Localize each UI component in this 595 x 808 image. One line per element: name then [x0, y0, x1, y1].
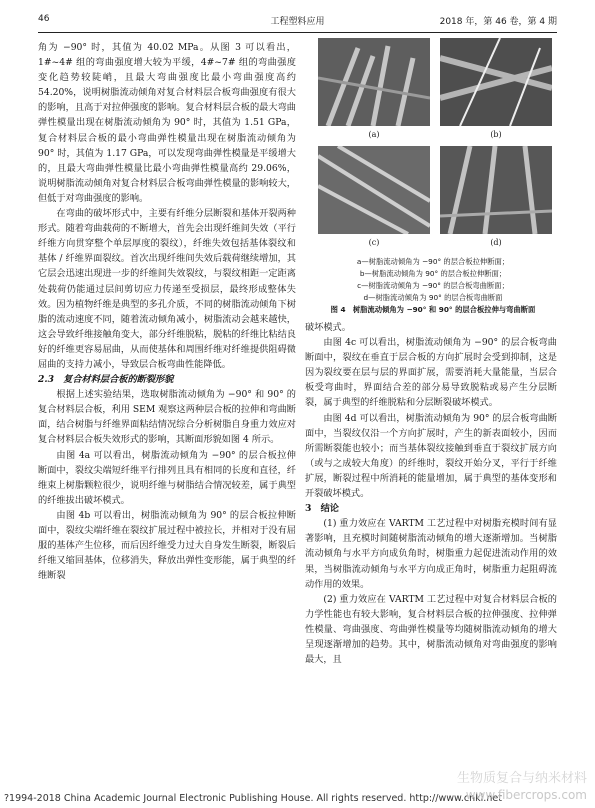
volume-issue: 2018 年，第 46 卷，第 4 期 — [439, 17, 557, 27]
legend-item-c: c—树脂流动倾角为 −90° 的层合板弯曲断面； — [357, 281, 509, 290]
panel-label-b: (b) — [490, 130, 502, 139]
header-rule — [38, 32, 557, 33]
paragraph: (1) 重力效应在 VARTM 工艺过程中对树脂充模时间有显著影响，且充模时间随树脂流动倾角的增大逐渐增加。当树脂流动倾角与水平方向成负角时，树脂重力起促进流动作用的效果，当树脂流动倾角与水平方向成正角时，树脂重力起阻碍流动作用的效果。 — [305, 518, 557, 590]
panel-label-c: (c) — [368, 238, 380, 247]
right-column — [305, 320, 557, 667]
panel-label-d: (d) — [490, 238, 502, 247]
legend-item-d: d—树脂流动倾角为 90° 的层合板弯曲断面 — [363, 293, 503, 302]
copyright-footer: ?1994-2018 China Academic Journal Electronic Publishing House. All rights reserved. http://www.cnki.net — [4, 793, 502, 804]
watermark-text: 生物质复合与纳米材料 — [456, 771, 587, 786]
legend-item-a: a—树脂流动倾角为 −90° 的层合板拉伸断面； — [356, 257, 510, 266]
paragraph: (2) 重力效应在 VARTM 工艺过程中对复合材料层合板的力学性能也有较大影响，复合材料层合板的拉伸强度、拉伸弹性模量、弯曲强度、弯曲弹性模量等均随树脂流动倾角的增大呈现逐渐增加的趋势。其中，树脂流动倾角对弯曲强度的影响最大，且 — [305, 593, 557, 666]
sem-image-b — [440, 38, 552, 126]
paragraph: 根据上述实验结果，选取树脂流动倾角为 −90° 和 90° 的复合材料层合板，利用 SEM 观察这两种层合板的拉伸和弯曲断面，结合树脂与纤维界面粘结情况综合分析树脂自身重力效应对复合材料层合板失效形式的影响，其断面形貌如图 4 所示。 — [38, 389, 296, 446]
figure-legend — [310, 256, 556, 316]
left-column — [38, 40, 296, 583]
paragraph: 在弯曲的破坏形式中，主要有纤维分层断裂和基体开裂两种形式。随着弯曲载荷的不断增大，首先会出现纤维间失效（平行纤维方向贯穿整个单层厚度的裂纹），纤维失效包括基体裂纹和基体 / 纤维界面裂纹。首次出现纤维间失效后载荷继续增加，其它层会迅速出现进一步的纤维间失效裂纹，与裂纹相距一定距离处载荷仍能通过层间剪切应力传递至受损层，最终形成整体失效。因为植物纤维是典型的多孔介质，不同的树脂流动倾角下树脂的流动速度不同，随着流动倾角减小，树脂流动会越来越快，这会导致纤维接触角变大，部分纤维脱粘，脱粘的纤维比粘结良好的纤维更容易屈曲，从而使基体和周围纤维对纤维提供阻碍微屈曲的支持力减小，导致层合板弯曲性能降低。 — [38, 208, 296, 370]
paragraph: 破坏模式。 — [305, 322, 351, 333]
paragraph: 角为 −90° 时，其值为 40.02 MPa。从图 3 可以看出，1#~4# 组的弯曲强度增大较为平缓，4#~7# 组的弯曲强度变化趋势较陡峭，且最大弯曲强度比最小弯曲强度高约 54.20%，说明树脂流动倾角对复合材料层合板弯曲强度有很大的影响，且高于对拉伸强度的影响。复合材料层合板的最大弯曲弹性模量出现在树脂流动倾角为 90° 时，其值为 1.51 GPa，复合材料层合板的最小弯曲弹性模量出现在树脂流动倾角为 90° 时，其值为 1.17 GPa，可以发现弯曲弹性模量是平缓增大的，且最大弯曲弹性模量比最小弯曲弹性模量高约 29.06%，说明树脂流动倾角对复合材料层合板弯曲弹性模量的影响较大，但低于对弯曲强度的影响。 — [38, 42, 296, 204]
journal-title: 工程塑料应用 — [270, 17, 325, 27]
figure-4 — [310, 38, 556, 323]
paragraph: 由图 4d 可以看出，树脂流动倾角为 90° 的层合板弯曲断面中，当裂纹仅沿一个方向扩展时，产生的新表面较小，因而所需断裂能也较小；而当基体裂纹接触到垂直于裂纹扩展方向（或与之成较大角度）的纤维时，裂纹开始分叉，平行于纤维扩展，断裂过程中所消耗的能量增加，属于典型的基体变形和开裂破坏模式。 — [305, 412, 557, 500]
section-heading: 3 结论 — [305, 503, 339, 515]
legend-item-b: b—树脂流动倾角为 90° 的层合板拉伸断面； — [359, 269, 507, 278]
section-heading: 2.3 复合材料层合板的断裂形貌 — [38, 374, 174, 386]
sem-image-d — [440, 146, 552, 234]
running-header — [38, 14, 557, 28]
paragraph: 由图 4a 可以看出，树脂流动倾角为 −90° 的层合板拉伸断面中，裂纹尖端短纤维平行排列且具有相同的长度和直径，纤维束上树脂颗粒很少，说明纤维与树脂结合情况较差，属于典型的纤维拔出破坏模式。 — [38, 449, 296, 506]
panel-label-a: (a) — [368, 130, 380, 139]
page-number: 46 — [38, 14, 50, 24]
sem-image-a — [318, 38, 430, 126]
sem-image-c — [318, 146, 430, 234]
figure-caption: 图 4 树脂流动倾角为 −90° 和 90° 的层合板拉伸与弯曲断面 — [330, 305, 536, 314]
paragraph: 由图 4b 可以看出，树脂流动倾角为 90° 的层合板拉伸断面中，裂纹尖端纤维在裂纹扩展过程中被拉长，并相对于没有屈服的基体产生位移，而后因纤维受力过大自身发生断裂，断裂后纤维又缩回基体，位移消失，释放出弹性变形能，属于典型的纤维断裂 — [38, 509, 296, 582]
watermark-url: www.fibercrops.com — [465, 788, 587, 802]
paragraph: 由图 4c 可以看出，树脂流动倾角为 −90° 的层合板弯曲断面中，裂纹在垂直于层合板的方向扩展时会受到抑制，这是因为裂纹要在层与层的界面扩展，需要消耗大量能量，当层合板受弯曲时，界面结合差的部分易导致脱粘或易产生分层断裂，属于典型的纤维脱粘和分层断裂破坏模式。 — [305, 337, 557, 409]
